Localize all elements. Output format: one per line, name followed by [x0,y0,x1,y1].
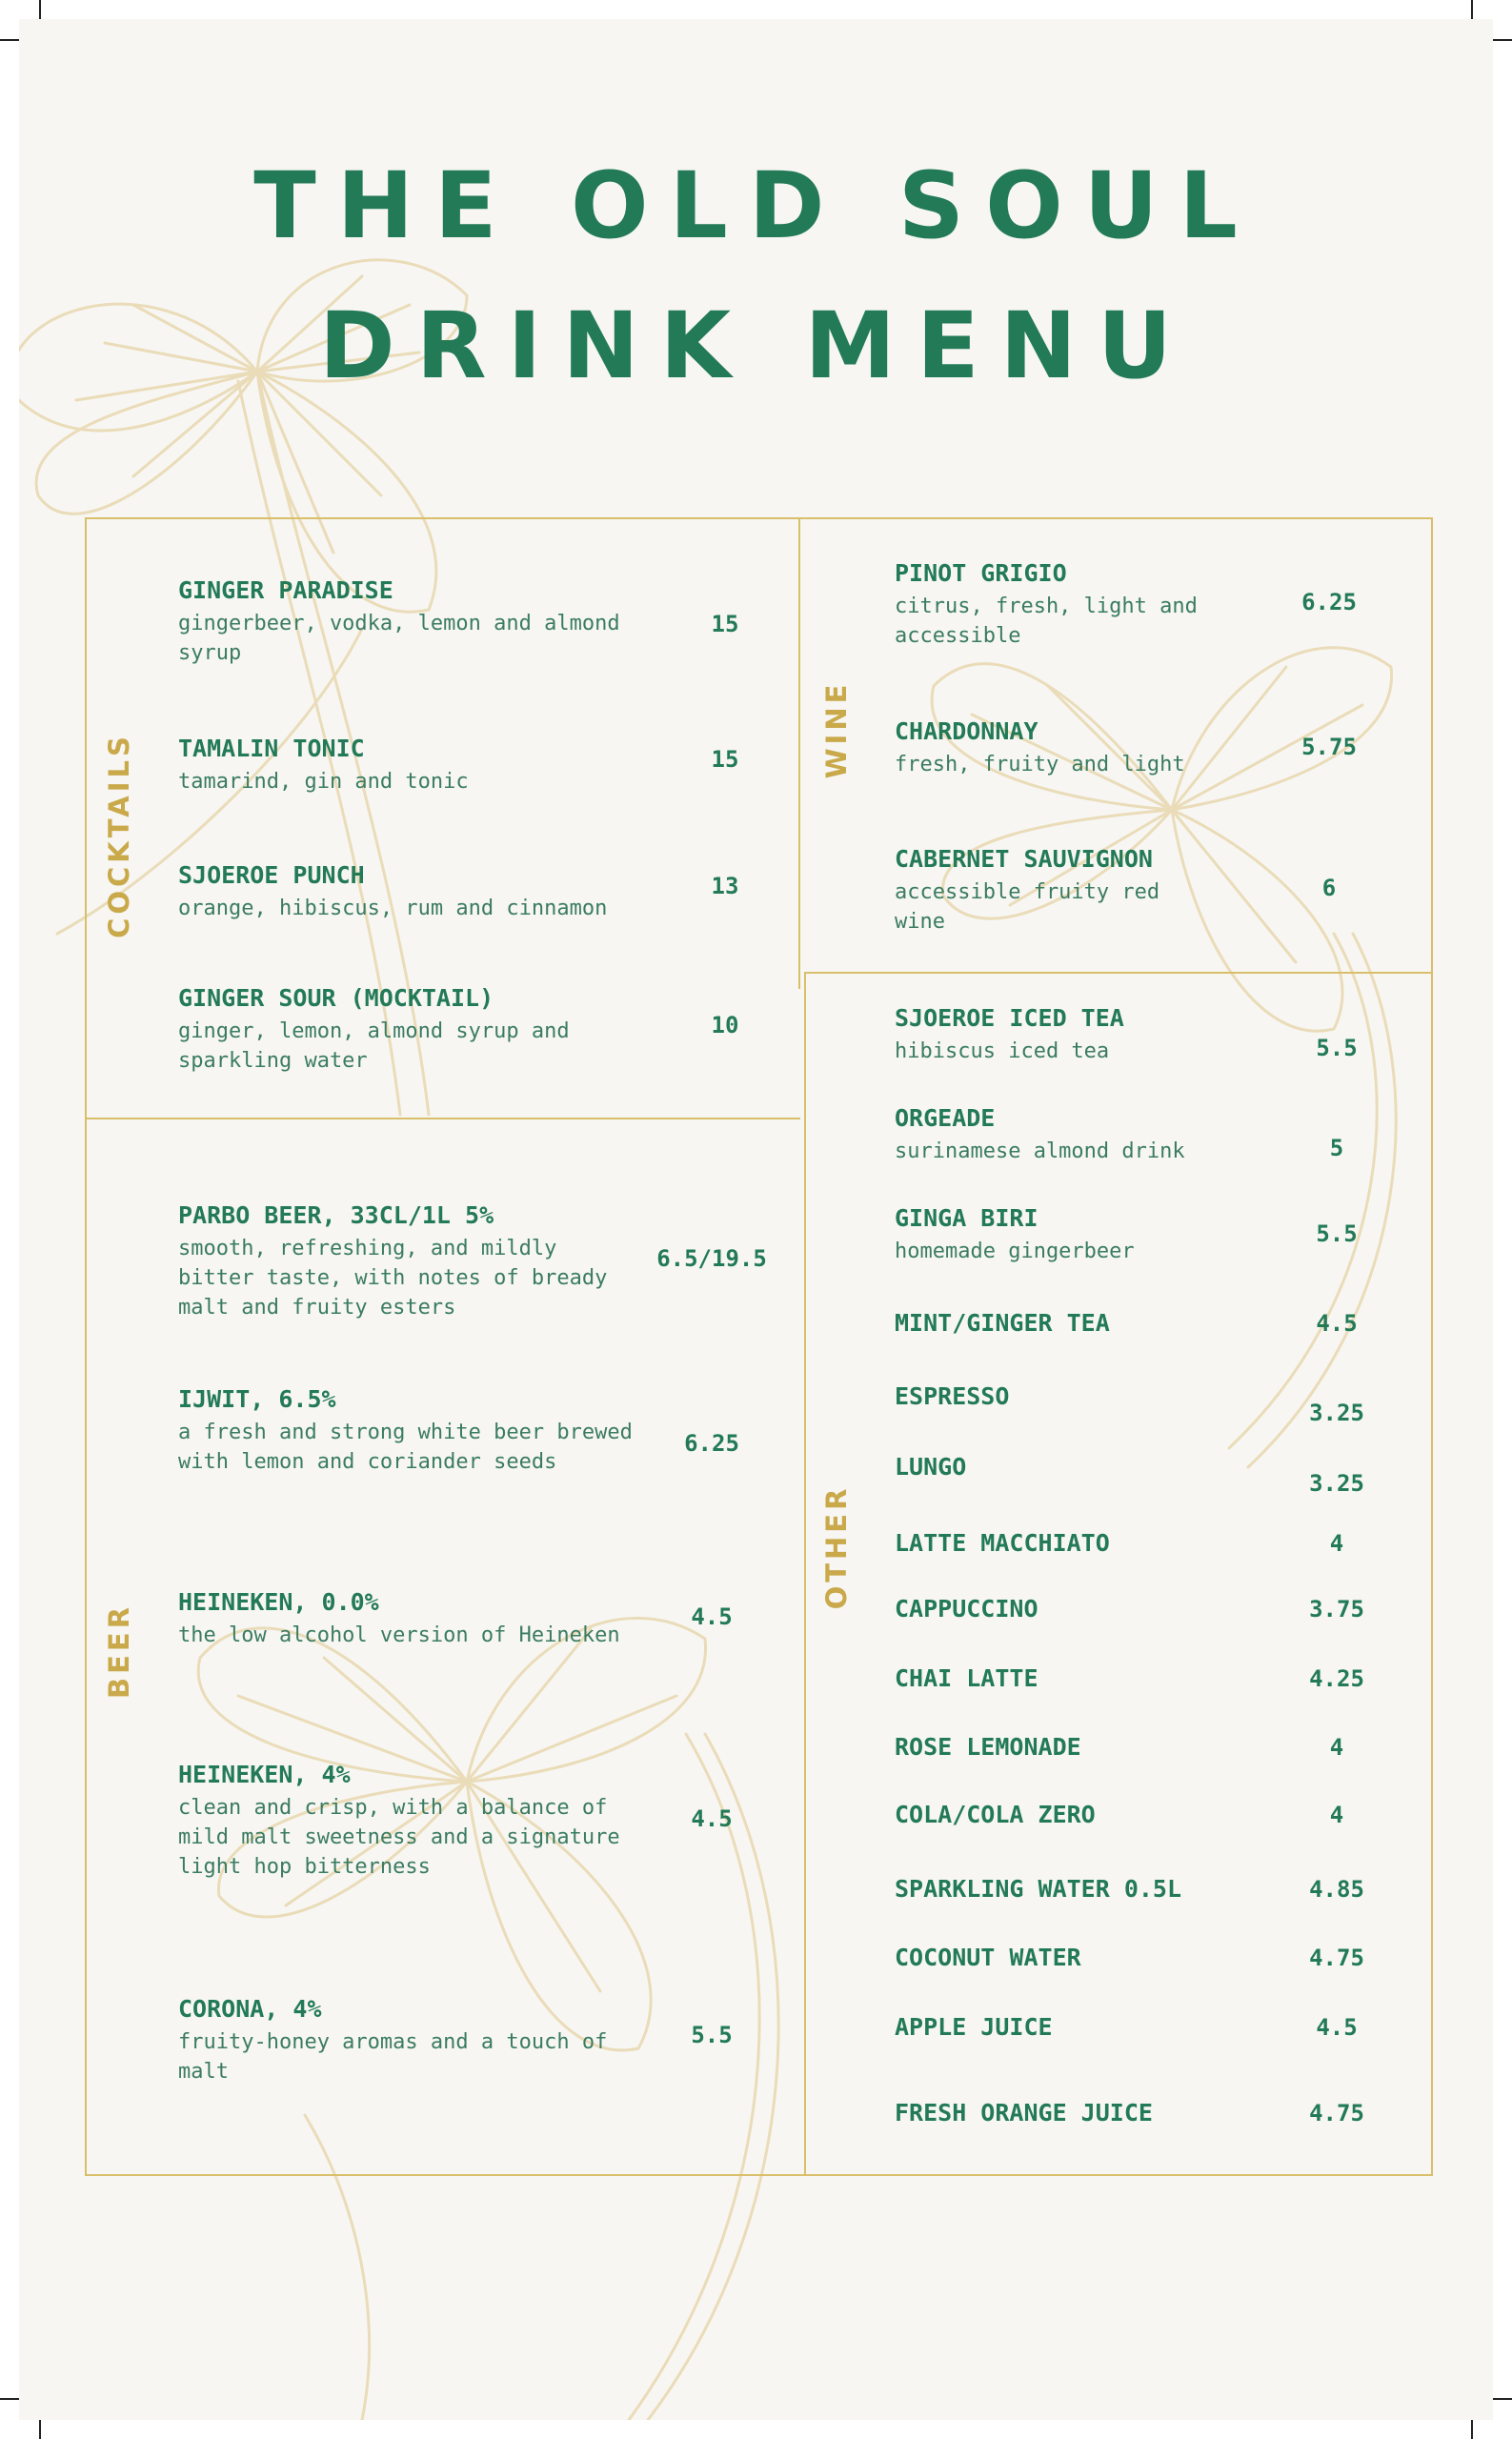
menu-item-cappuccino [895,1594,1038,1624]
item-price: 4.5 [691,1805,733,1832]
item-price: 4.5 [1316,2014,1358,2041]
menu-item-parbo-beer [178,1200,645,1322]
menu-item-cola [895,1800,1096,1830]
crop-mark [1471,2420,1473,2439]
item-price: 13 [711,873,739,899]
item-description: the low alcohol version of Heineken [178,1623,620,1647]
menu-title-line-2: DRINK MENU [319,292,1193,399]
crop-mark [1493,39,1512,41]
item-price: 5 [1329,1135,1344,1161]
item-price: 6 [1321,875,1337,901]
item-price: 10 [711,1012,739,1038]
item-price: 5.75 [1301,734,1357,760]
item-price: 3.25 [1309,1400,1364,1426]
item-description: tamarind, gin and tonic [178,770,469,794]
menu-item-sjoeroe-iced-tea [895,1003,1238,1066]
item-price: 15 [711,746,739,773]
crop-mark [39,0,41,19]
item-description: orange, hibiscus, rum and cinnamon [178,897,608,920]
menu-page [19,19,1493,2420]
item-name: CABERNET SAUVIGNON [895,845,1153,873]
item-price: 15 [711,611,739,637]
item-name: SJOEROE PUNCH [178,861,365,889]
item-name: IJWIT, 6.5% [178,1385,336,1413]
menu-item-espresso [895,1381,1009,1412]
item-name: TAMALIN TONIC [178,735,365,762]
item-name: LATTE MACCHIATO [895,1529,1110,1557]
item-price: 4 [1329,1734,1344,1761]
item-price: 5.5 [1316,1035,1358,1061]
item-price: 4.25 [1309,1665,1364,1692]
item-name: LUNGO [895,1453,967,1481]
item-name: CORONA, 4% [178,1995,322,2023]
category-label-cocktails: COCKTAILS [103,733,135,938]
menu-item-sparkling-water [895,1874,1181,1905]
crop-mark [1471,0,1473,19]
menu-item-fresh-orange-juice [895,2098,1153,2128]
item-name: HEINEKEN, 0.0% [178,1588,379,1616]
item-name: COCONUT WATER [895,1944,1081,1971]
item-price: 4 [1329,1530,1344,1557]
item-description: gingerbeer, vodka, lemon and almond syrup [178,612,620,665]
crop-mark [0,2398,19,2400]
item-name: SPARKLING WATER 0.5L [895,1875,1182,1903]
menu-item-ijwit [178,1384,645,1477]
item-price: 6.25 [1301,589,1357,615]
column-divider-bottom [804,972,806,2176]
menu-item-lungo [895,1452,966,1482]
crop-mark [39,2420,41,2439]
item-name: ESPRESSO [895,1382,1010,1410]
item-price: 3.75 [1309,1596,1364,1623]
item-description: clean and crisp, with a balance of mild malt sweetness and a signature light hop bitterness [178,1796,620,1879]
wine-other-divider [804,972,1433,974]
item-name: APPLE JUICE [895,2013,1053,2041]
category-label-wine: WINE [820,680,853,779]
item-name: GINGER SOUR (MOCKTAIL) [178,984,494,1012]
item-price: 4.75 [1309,1945,1364,1971]
item-name: ORGEADE [895,1104,996,1132]
menu-item-chai-latte [895,1663,1038,1694]
menu-item-ginger-sour [178,983,683,1076]
menu-item-rose-lemonade [895,1732,1081,1763]
category-label-beer: BEER [103,1602,135,1700]
item-name: COLA/COLA ZERO [895,1801,1096,1828]
item-description: smooth, refreshing, and mildly bitter taste, with notes of bready malt and fruity esters [178,1237,608,1320]
menu-title-line-1: THE OLD SOUL [253,152,1259,259]
item-description: a fresh and strong white beer brewed with lemon and coriander seeds [178,1421,633,1474]
menu-item-ginger-paradise [178,575,683,668]
item-description: fruity-honey aromas and a touch of malt [178,2030,608,2084]
item-price: 4 [1329,1802,1344,1828]
menu-item-sjoeroe-punch [178,860,683,923]
item-name: GINGA BIRI [895,1204,1038,1232]
item-description: homemade gingerbeer [895,1240,1135,1263]
crop-mark [0,39,19,41]
item-price: 4.85 [1309,1876,1364,1903]
menu-item-corona [178,1994,645,2086]
item-name: CHARDONNAY [895,717,1038,745]
menu-item-mint-ginger-tea [895,1308,1110,1339]
item-description: ginger, lemon, almond syrup and sparkling water [178,1019,570,1073]
item-name: FRESH ORANGE JUICE [895,2099,1153,2127]
cocktails-beer-divider [85,1118,800,1119]
item-description: fresh, fruity and light [895,753,1185,776]
menu-item-orgeade [895,1103,1238,1166]
item-price: 4.5 [1316,1310,1358,1337]
item-name: ROSE LEMONADE [895,1733,1081,1761]
item-description: surinamese almond drink [895,1139,1185,1163]
category-label-other: OTHER [820,1484,853,1610]
item-name: GINGER PARADISE [178,576,393,604]
item-price: 5.5 [691,2022,733,2048]
menu-item-coconut-water [895,1943,1081,1973]
menu-item-apple-juice [895,2012,1053,2043]
item-name: CHAI LATTE [895,1664,1038,1692]
menu-item-tamalin-tonic [178,734,683,796]
item-price: 6.25 [684,1430,739,1457]
item-price: 3.25 [1309,1470,1364,1497]
item-price: 5.5 [1316,1220,1358,1247]
item-name: MINT/GINGER TEA [895,1309,1110,1337]
item-price: 4.75 [1309,2100,1364,2127]
item-description: accessible fruity red wine [895,880,1160,934]
menu-item-cabernet-sauvignon [895,844,1209,937]
item-name: SJOEROE ICED TEA [895,1004,1124,1032]
menu-item-latte-macchiato [895,1528,1110,1559]
item-name: PARBO BEER, 33CL/1L 5% [178,1201,494,1229]
menu-item-heineken-zero [178,1587,664,1650]
menu-item-ginga-biri [895,1203,1238,1266]
menu-item-heineken [178,1760,664,1882]
column-divider-top [798,517,800,989]
crop-mark [1493,2398,1512,2400]
item-price: 4.5 [691,1603,733,1630]
item-name: HEINEKEN, 4% [178,1761,351,1788]
item-name: CAPPUCCINO [895,1595,1038,1623]
menu-item-chardonnay [895,716,1238,779]
item-description: citrus, fresh, light and accessible [895,595,1198,648]
item-price: 6.5/19.5 [656,1245,767,1272]
item-name: PINOT GRIGIO [895,559,1067,587]
menu-item-pinot-grigio [895,558,1219,651]
item-description: hibiscus iced tea [895,1039,1110,1063]
